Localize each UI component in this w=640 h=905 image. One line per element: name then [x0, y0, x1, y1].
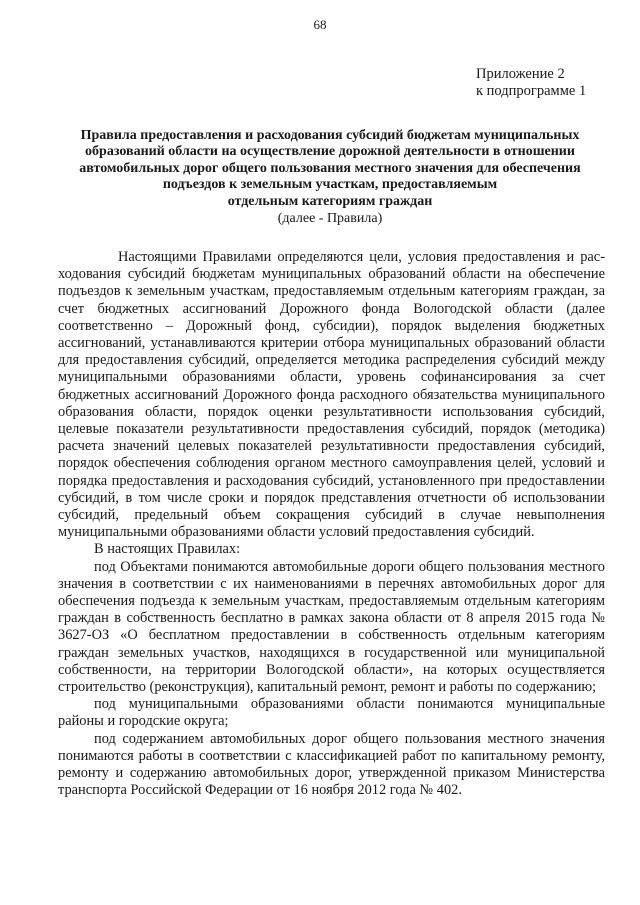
title-line-3: автомобильных дорог общего пользования местного значения для обеспечения — [79, 160, 581, 176]
title-line-4: подъездов к земельным участкам, предоставляемым — [162, 177, 498, 193]
appendix-line-2: к подпрограмме 1 — [476, 83, 587, 99]
title-line-1: Правила предоставления и расходования субсидий бюджетам муниципальных — [80, 128, 580, 143]
paragraph-definitions-heading: В настоящих Правилах: — [94, 541, 241, 558]
document-title-block — [52, 128, 608, 227]
paragraph-definition-objects: под Объектами понимаются автомобильные дороги общего пользования местного значения в соответствии с их наименованиями в перечнях автомобильных дорог для обеспечения подъезда к земельным участкам, предоставляемым отдельным категориям граждан в собственность бесплатно в рамках закона области от 8 апреля 2015 года № 3627-ОЗ «О бесплатном предоставлении в собственность отдельным категориям граждан земельных участков, находящихся в государственной или муниципальной собственности, на территории Вологодской области», на которых осуществляется строительство (реконструкция), капитальный ремонт, ремонт и работы по содержанию; — [58, 558, 605, 696]
page-number: 68 — [313, 17, 327, 32]
document-subtitle: (далее - Правила) — [277, 211, 383, 227]
document-title — [52, 128, 608, 210]
document-body — [58, 249, 605, 800]
paragraph-intro: Настоящими Правилами определяются цели, условия предоставления и расходования субсидий бюджетам муниципальных образований области на обеспечение подъездов к земельным участкам, предоставляемым отдельным категориям граждан, за счет бюджетных ассигнований Дорожного фонда Вологодской области (далее соответственно – Дорожный фонд, субсидии), порядок выделения бюджетных ассигнований, устанавливаются критерии отбора муниципальных образований области для предоставления субсидий, определяется методика распределения субсидий между муниципальными образованиями области, уровень софинансирования за счет бюджетных ассигнований Дорожного фонда расходного обязательства муниципального образования области, порядок оценки результативности использования субсидий, целевые показатели результативности предоставления субсидий, порядок (методика) расчета значений целевых показателей результативности предоставления субсидий, порядок обеспечения соблюдения органом местного самоуправления целей, условий и порядка предоставления и расходования субсидий, установленного при предоставлении субсидий, в том числе сроки и порядок представления отчетности об использовании субсидий, предельный объем сокращения субсидий в случае невыполнения муниципальными образованиями области условий предоставления субсидий. — [58, 249, 605, 541]
appendix-reference — [476, 66, 586, 100]
paragraph-definition-maintenance: под содержанием автомобильных дорог общего пользования местного значения понимаются работы в соответствии с классификацией работ по капитальному ремонту, ремонту и содержанию автомобильных дорог, утвержденной приказом Министерства транспорта Российской Федерации от 16 ноября 2012 года № 402. — [58, 730, 605, 799]
appendix-line-1: Приложение 2 — [476, 66, 565, 82]
paragraph-definition-municipalities: под муниципальными образованиями области понимаются муниципальные районы и городские округа; — [58, 696, 605, 730]
title-line-5: отдельным категориям граждан — [227, 193, 433, 209]
title-line-2: образований области на осуществление дорожной деятельности в отношении — [85, 144, 575, 160]
